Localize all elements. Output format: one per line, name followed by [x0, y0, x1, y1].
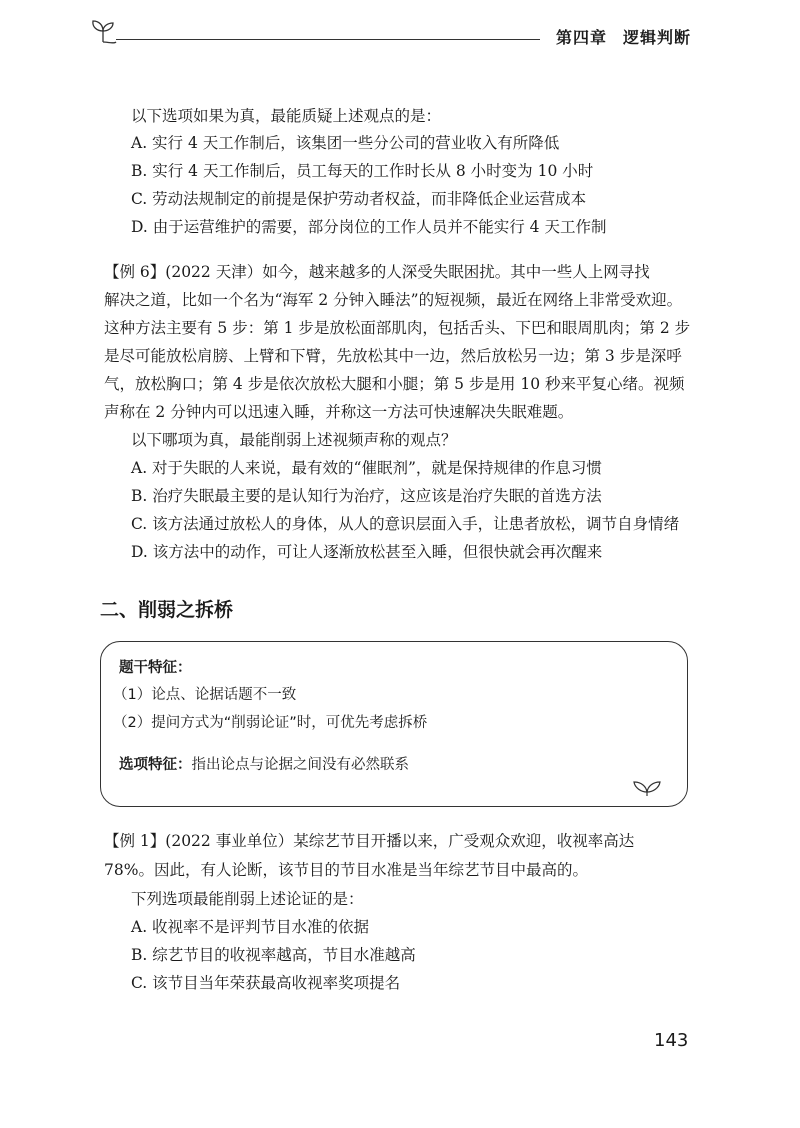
stem-feature-label: 题干特征：: [119, 660, 192, 676]
chapter-section: 逻辑判断: [623, 28, 692, 47]
example1-line: 78%。因此，有人论断，该节目的节目水准是当年综艺节目中最高的。: [104, 861, 588, 879]
header-rule: [116, 39, 540, 40]
example6-line: 解决之道，比如一个名为“海军 2 分钟入睡法”的短视频，最近在网络上非常受欢迎。: [104, 291, 683, 309]
example1-line: 【例 1】(2022 事业单位）某综艺节目开播以来，广受观众欢迎，收视率高达: [104, 832, 635, 850]
option-d: D. 该方法中的动作，可让人逐渐放松甚至入睡，但很快就会再次醒来: [131, 543, 603, 561]
option-a: A. 对于失眠的人来说，最有效的“催眠剂”，就是保持规律的作息习惯: [131, 459, 602, 477]
example6-line: 这种方法主要有 5 步：第 1 步是放松面部肌肉，包括舌头、下巴和眼周肌肉；第 2 步: [104, 319, 691, 337]
section-heading: 二、削弱之拆桥: [100, 599, 234, 621]
page-number: 143: [654, 1030, 689, 1051]
option-a: A. 收视率不是评判节目水准的依据: [131, 918, 370, 936]
example6-line: 气，放松胸口；第 4 步是依次放松大腿和小腿；第 5 步是用 10 秒来平复心绪。视频: [104, 375, 685, 393]
option-c: C. 该方法通过放松人的身体，从人的意识层面入手，让患者放松，调节自身情绪: [131, 515, 680, 533]
option-b: B. 综艺节目的收视率越高，节目水准越高: [131, 946, 416, 964]
question-stem: 以下哪项为真，最能削弱上述视频声称的观点？: [131, 431, 457, 449]
option-b: B. 实行 4 天工作制后，员工每天的工作时长从 8 小时变为 10 小时: [131, 162, 594, 180]
chapter-number: 第四章: [556, 28, 608, 47]
chapter-title: [556, 25, 691, 48]
leaf-icon: [630, 776, 664, 798]
stem-feature-item: （1）论点、论据话题不一致: [113, 687, 297, 703]
running-header: [0, 0, 800, 60]
option-c: C. 劳动法规制定的前提是保护劳动者权益，而非降低企业运营成本: [131, 190, 587, 208]
question-stem: 以下选项如果为真，最能质疑上述观点的是：: [131, 107, 442, 125]
example6-line: 【例 6】(2022 天津）如今，越来越多的人深受失眠困扰。其中一些人上网寻找: [104, 263, 650, 281]
option-feature-text: 指出论点与论据之间没有必然联系: [191, 757, 409, 773]
option-feature-label: 选项特征：: [119, 757, 192, 773]
sprout-icon: [88, 16, 118, 46]
option-b: B. 治疗失眠最主要的是认知行为治疗，这应该是治疗失眠的首选方法: [131, 487, 602, 505]
option-a: A. 实行 4 天工作制后，该集团一些分公司的营业收入有所降低: [131, 134, 560, 152]
option-c: C. 该节目当年荣获最高收视率奖项提名: [131, 974, 401, 992]
option-feature-row: [119, 755, 409, 775]
stem-feature-item: （2）提问方式为“削弱论证”时，可优先考虑拆桥: [113, 715, 428, 731]
question-stem: 下列选项最能削弱上述论证的是：: [131, 890, 364, 908]
example6-line: 是尽可能放松肩膀、上臂和下臂，先放松其中一边，然后放松另一边；第 3 步是深呼: [104, 347, 682, 365]
option-d: D. 由于运营维护的需要，部分岗位的工作人员并不能实行 4 天工作制: [131, 218, 607, 236]
example6-line: 声称在 2 分钟内可以迅速入睡，并称这一方法可快速解决失眠难题。: [104, 403, 574, 421]
